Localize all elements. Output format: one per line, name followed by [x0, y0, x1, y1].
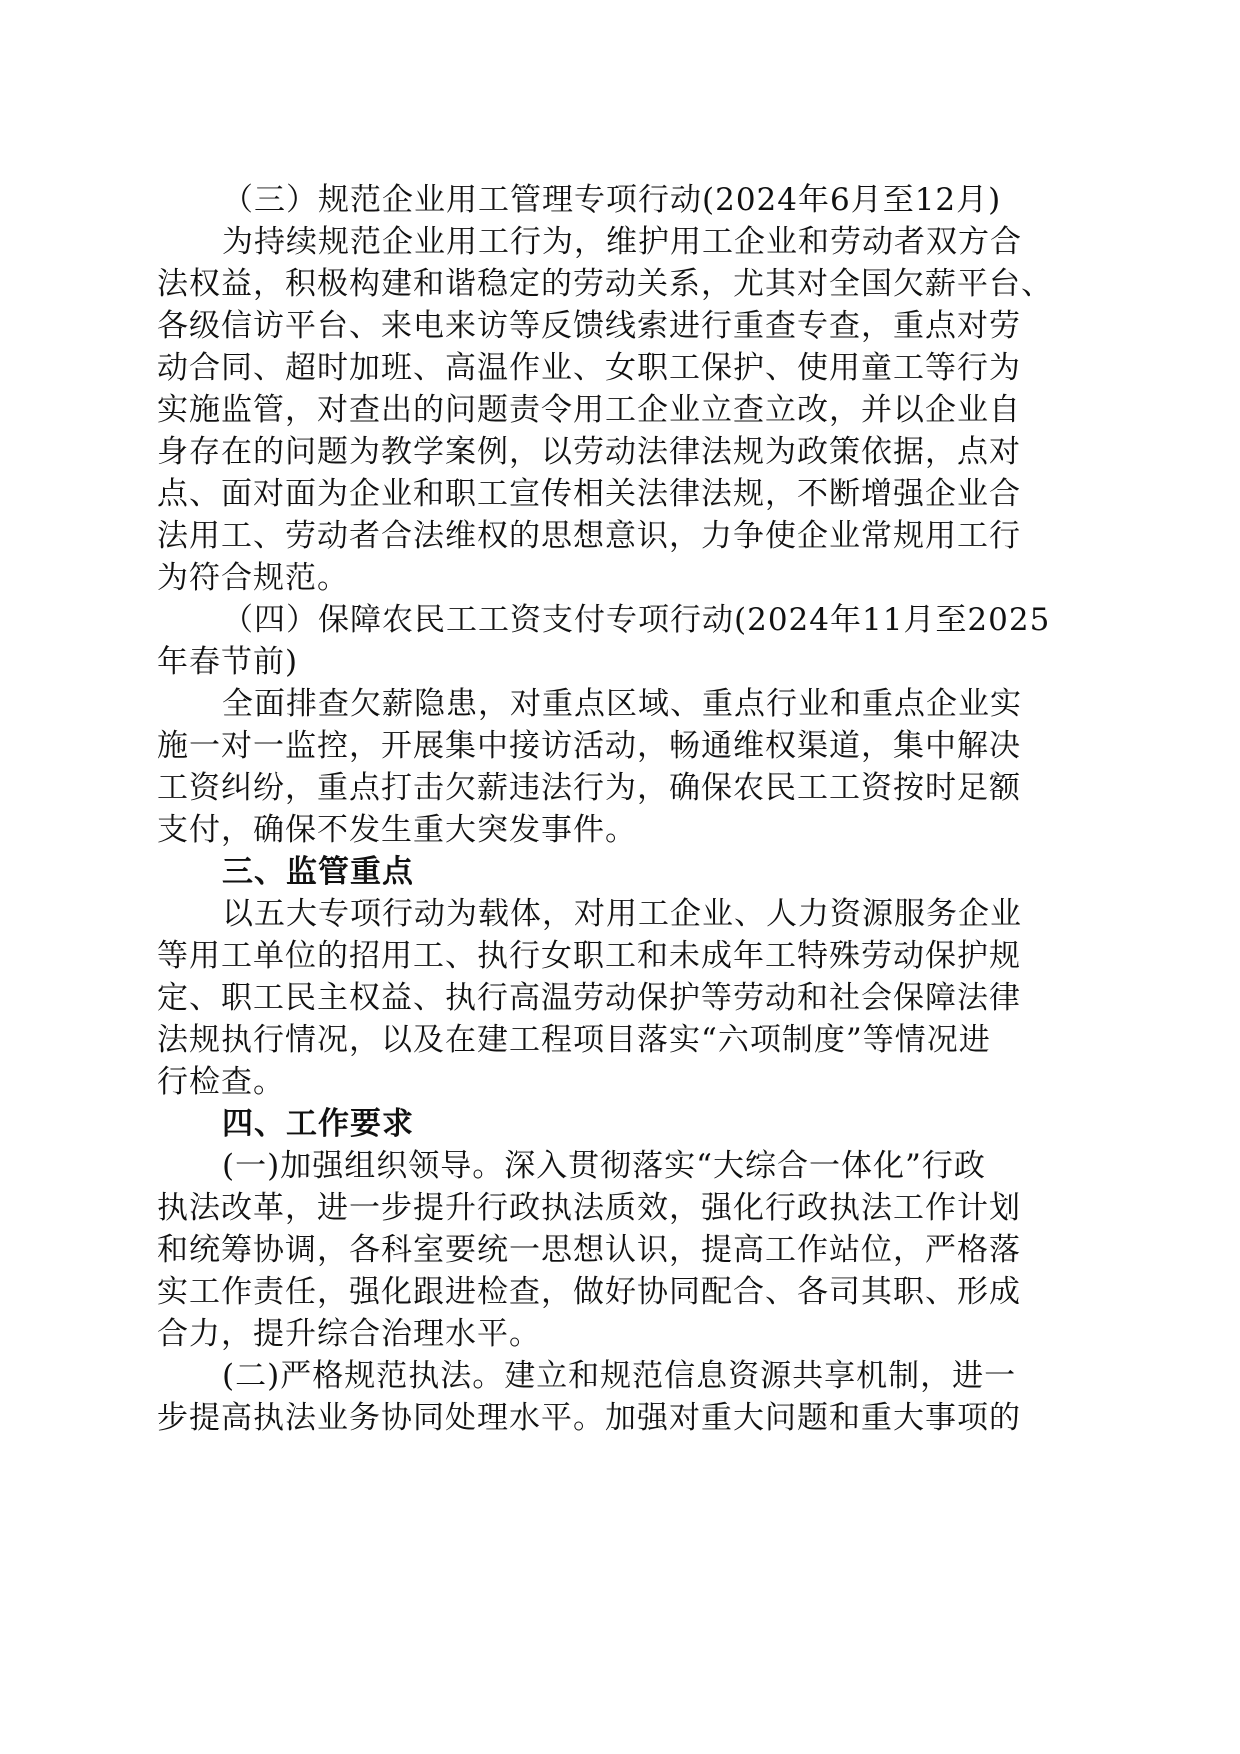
paragraph-line: 实工作责任，强化跟进检查，做好协同配合、各司其职、形成 — [157, 1274, 1021, 1310]
paragraph-line: 等用工单位的招用工、执行女职工和未成年工特殊劳动保护规 — [157, 938, 1021, 974]
section-heading-4-cont: 年春节前) — [157, 644, 299, 680]
paragraph-line: 行检查。 — [157, 1064, 285, 1100]
paragraph-line: 法规执行情况，以及在建工程项目落实“六项制度”等情况进 — [157, 1022, 991, 1058]
paragraph-line: 动合同、超时加班、高温作业、女职工保护、使用童工等行为 — [157, 350, 1021, 386]
chapter-heading-requirements: 四、工作要求 — [222, 1106, 414, 1142]
paragraph-line: 施一对一监控，开展集中接访活动，畅通维权渠道，集中解决 — [157, 728, 1021, 764]
paragraph-line: 以五大专项行动为载体，对用工企业、人力资源服务企业 — [222, 896, 1022, 932]
paragraph-line: 法权益，积极构建和谐稳定的劳动关系，尤其对全国欠薪平台、 — [157, 266, 1053, 302]
paragraph-line: 实施监管，对查出的问题责令用工企业立查立改，并以企业自 — [157, 392, 1021, 428]
paragraph-line: 法用工、劳动者合法维权的思想意识，力争使企业常规用工行 — [157, 518, 1021, 554]
paragraph-line: 合力，提升综合治理水平。 — [157, 1316, 541, 1352]
paragraph-line: 全面排查欠薪隐患，对重点区域、重点行业和重点企业实 — [222, 686, 1022, 722]
chapter-heading-supervision: 三、监管重点 — [222, 854, 414, 890]
paragraph-line: 步提高执法业务协同处理水平。加强对重大问题和重大事项的 — [157, 1400, 1021, 1436]
paragraph-line: (二)严格规范执法。建立和规范信息资源共享机制，进一 — [222, 1358, 1017, 1394]
paragraph-line: 各级信访平台、来电来访等反馈线索进行重查专查，重点对劳 — [157, 308, 1021, 344]
paragraph-line: 执法改革，进一步提升行政执法质效，强化行政执法工作计划 — [157, 1190, 1021, 1226]
paragraph-line: 为符合规范。 — [157, 560, 349, 596]
paragraph-line: 和统筹协调，各科室要统一思想认识，提高工作站位，严格落 — [157, 1232, 1021, 1268]
section-heading-3: （三）规范企业用工管理专项行动(2024年6月至12月) — [222, 182, 1002, 218]
paragraph-line: 支付，确保不发生重大突发事件。 — [157, 812, 637, 848]
section-heading-4: （四）保障农民工工资支付专项行动(2024年11月至2025 — [222, 602, 1051, 638]
paragraph-line: 工资纠纷，重点打击欠薪违法行为，确保农民工工资按时足额 — [157, 770, 1021, 806]
paragraph-line: 为持续规范企业用工行为，维护用工企业和劳动者双方合 — [222, 224, 1022, 260]
paragraph-line: (一)加强组织领导。深入贯彻落实“大综合一体化”行政 — [222, 1148, 986, 1184]
paragraph-line: 点、面对面为企业和职工宣传相关法律法规，不断增强企业合 — [157, 476, 1021, 512]
paragraph-line: 身存在的问题为教学案例，以劳动法律法规为政策依据，点对 — [157, 434, 1021, 470]
paragraph-line: 定、职工民主权益、执行高温劳动保护等劳动和社会保障法律 — [157, 980, 1021, 1016]
